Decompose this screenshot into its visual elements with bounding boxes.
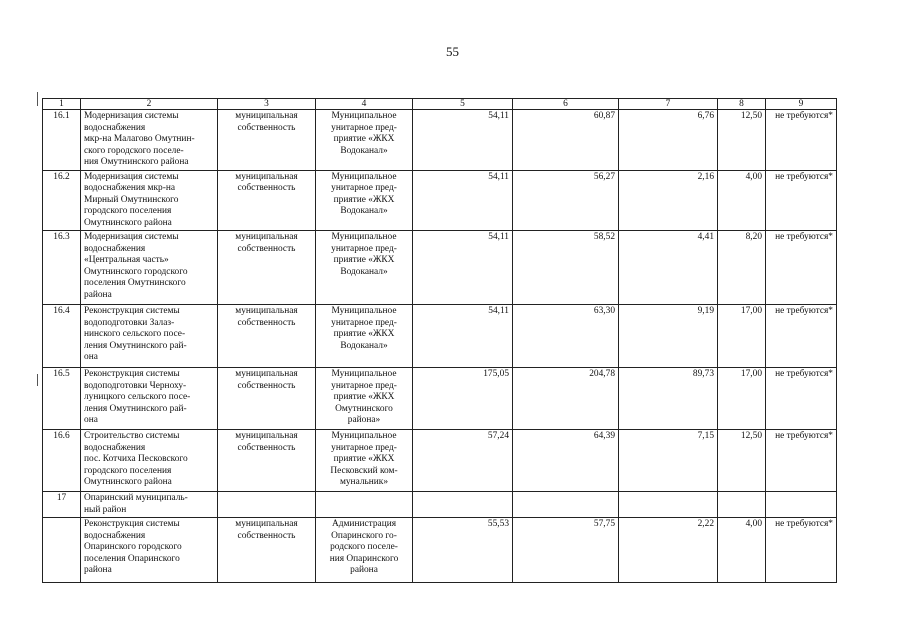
- value-col7-cell: 4,41: [619, 231, 718, 305]
- value-col7-cell: 7,15: [619, 430, 718, 492]
- value-col7-cell: 89,73: [619, 368, 718, 430]
- operator-cell: Муниципальное унитарное пред- приятие «ЖКХ Водоканал»: [316, 231, 413, 305]
- page-number: 55: [446, 44, 459, 59]
- project-name-cell: Реконструкция системы водоподготовки Залаз- нинского сельского посе- ления Омутнинского рай- она: [81, 305, 218, 368]
- column-header: 1: [43, 99, 81, 110]
- value-col6-cell: 60,87: [513, 110, 619, 171]
- value-col5-cell: 54,11: [413, 231, 513, 305]
- column-header: 5: [413, 99, 513, 110]
- operator-cell: Администрация Опаринского го- родского поселе- ния Опаринского района: [316, 518, 413, 583]
- ownership-cell: [218, 492, 316, 518]
- table-row: [43, 518, 837, 583]
- value-col6-cell: 204,78: [513, 368, 619, 430]
- column-header: 7: [619, 99, 718, 110]
- project-name-cell: Модернизация системы водоснабжения мкр-на Мирный Омутнинского городского поселения Омутнинского района: [81, 170, 218, 231]
- operator-cell: Муниципальное унитарное пред- приятие «ЖКХ Песковский ком- мунальник»: [316, 430, 413, 492]
- requirement-cell: не требуются*: [766, 170, 837, 231]
- column-header: 3: [218, 99, 316, 110]
- project-name-cell: Реконструкция системы водоснабжения Опаринского городского поселения Опаринского района: [81, 518, 218, 583]
- requirement-cell: не требуются*: [766, 368, 837, 430]
- row-number-cell: 16.3: [43, 231, 81, 305]
- value-col7-cell: 2,22: [619, 518, 718, 583]
- operator-cell: Муниципальное унитарное пред- приятие «ЖКХ Водоканал»: [316, 305, 413, 368]
- data-table: [42, 98, 837, 583]
- value-col5-cell: 175,05: [413, 368, 513, 430]
- value-col8-cell: 12,50: [718, 110, 766, 171]
- ownership-cell: муниципальная собственность: [218, 305, 316, 368]
- value-col7-cell: 6,76: [619, 110, 718, 171]
- requirement-cell: не требуются*: [766, 430, 837, 492]
- ownership-cell: муниципальная собственность: [218, 368, 316, 430]
- column-header: 2: [81, 99, 218, 110]
- value-col7-cell: [619, 492, 718, 518]
- table-row: [43, 430, 837, 492]
- row-number-cell: [43, 518, 81, 583]
- project-name-cell: Реконструкция системы водоподготовки Черноху- луницкого сельского посе- ления Омутнинского рай- она: [81, 368, 218, 430]
- ownership-cell: муниципальная собственность: [218, 170, 316, 231]
- header-row: [43, 99, 837, 110]
- value-col6-cell: 57,75: [513, 518, 619, 583]
- operator-cell: [316, 492, 413, 518]
- value-col5-cell: 54,11: [413, 110, 513, 171]
- row-number-cell: 16.1: [43, 110, 81, 171]
- table-row: [43, 368, 837, 430]
- operator-cell: Муниципальное унитарное пред- приятие «ЖКХ Водоканал»: [316, 110, 413, 171]
- requirement-cell: не требуются*: [766, 231, 837, 305]
- ownership-cell: муниципальная собственность: [218, 518, 316, 583]
- value-col6-cell: 63,30: [513, 305, 619, 368]
- row-number-cell: 16.4: [43, 305, 81, 368]
- value-col8-cell: 4,00: [718, 170, 766, 231]
- project-name-cell: Модернизация системы водоснабжения «Центральная часть» Омутнинского городского поселения Омутнинского района: [81, 231, 218, 305]
- value-col8-cell: 4,00: [718, 518, 766, 583]
- value-col6-cell: 64,39: [513, 430, 619, 492]
- value-col8-cell: 12,50: [718, 430, 766, 492]
- table-body: [43, 110, 837, 583]
- table-row: [43, 492, 837, 518]
- value-col5-cell: 55,53: [413, 518, 513, 583]
- column-header: 9: [766, 99, 837, 110]
- value-col5-cell: 57,24: [413, 430, 513, 492]
- table-row: [43, 305, 837, 368]
- value-col8-cell: 17,00: [718, 368, 766, 430]
- row-number-cell: 16.2: [43, 170, 81, 231]
- value-col5-cell: 54,11: [413, 305, 513, 368]
- margin-mark: [37, 374, 38, 386]
- row-number-cell: 16.5: [43, 368, 81, 430]
- column-header: 6: [513, 99, 619, 110]
- project-name-cell: Строительство системы водоснабжения пос. Котчиха Песковского городского поселения Омутнинского района: [81, 430, 218, 492]
- ownership-cell: муниципальная собственность: [218, 110, 316, 171]
- row-number-cell: 17: [43, 492, 81, 518]
- requirement-cell: не требуются*: [766, 305, 837, 368]
- table-row: [43, 170, 837, 231]
- table-row: [43, 231, 837, 305]
- operator-cell: Муниципальное унитарное пред- приятие «ЖКХ Водоканал»: [316, 170, 413, 231]
- table-row: [43, 110, 837, 171]
- value-col7-cell: 9,19: [619, 305, 718, 368]
- value-col5-cell: [413, 492, 513, 518]
- requirement-cell: не требуются*: [766, 518, 837, 583]
- value-col6-cell: 56,27: [513, 170, 619, 231]
- value-col6-cell: 58,52: [513, 231, 619, 305]
- value-col7-cell: 2,16: [619, 170, 718, 231]
- ownership-cell: муниципальная собственность: [218, 231, 316, 305]
- ownership-cell: муниципальная собственность: [218, 430, 316, 492]
- column-header: 4: [316, 99, 413, 110]
- value-col6-cell: [513, 492, 619, 518]
- requirement-cell: [766, 492, 837, 518]
- value-col8-cell: 17,00: [718, 305, 766, 368]
- requirement-cell: не требуются*: [766, 110, 837, 171]
- operator-cell: Муниципальное унитарное пред- приятие «ЖКХ Омутнинского района»: [316, 368, 413, 430]
- column-header: 8: [718, 99, 766, 110]
- value-col5-cell: 54,11: [413, 170, 513, 231]
- margin-mark: [37, 92, 38, 106]
- value-col8-cell: [718, 492, 766, 518]
- row-number-cell: 16.6: [43, 430, 81, 492]
- project-name-cell: Модернизация системы водоснабжения мкр-на Малагово Омутнин- ского городского поселе- ния Омутнинского района: [81, 110, 218, 171]
- value-col8-cell: 8,20: [718, 231, 766, 305]
- project-name-cell: Опаринский муниципаль- ный район: [81, 492, 218, 518]
